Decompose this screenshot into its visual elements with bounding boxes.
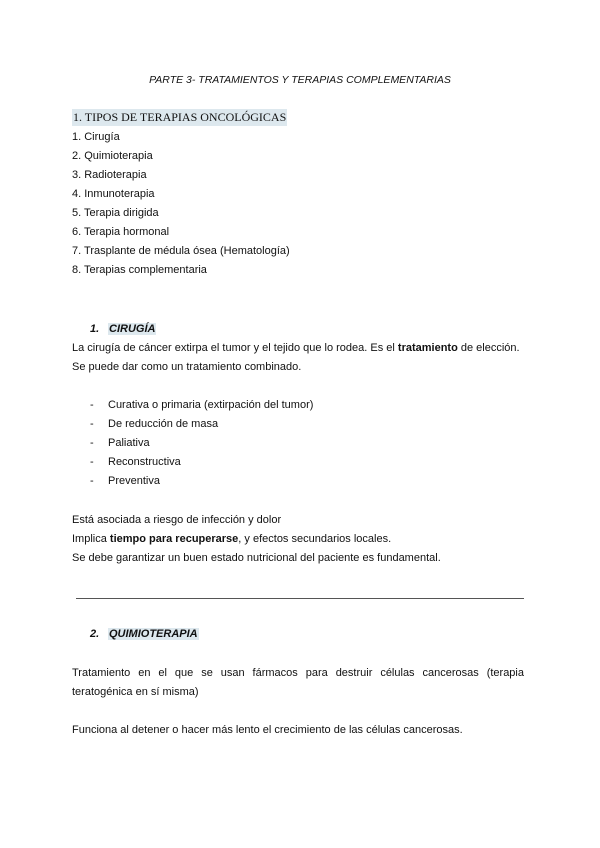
list-item: 7. Trasplante de médula ósea (Hematología) [72,245,290,257]
heading-number: 1. [90,323,100,335]
heading-number: 2. [90,628,100,640]
therapy-list [72,128,290,280]
quimioterapia-definition: Tratamiento en el que se usan fármacos para destruir células cancerosas (terapia teratogénica en sí misma) [72,667,524,698]
list-item: 5. Terapia dirigida [72,207,159,219]
list-item: - Reconstructiva [90,456,181,468]
list-item: 4. Inmunoterapia [72,188,155,200]
heading-title: QUIMIOTERAPIA [109,628,198,640]
bold-term: tratamiento [397,342,458,354]
heading-title: CIRUGÍA [109,323,156,335]
list-item: 8. Terapias complementaria [72,264,207,276]
divider [76,598,524,599]
list-item: 2. Quimioterapia [72,150,153,162]
list-item: - Paliativa [90,437,150,449]
heading-quimioterapia [72,627,199,642]
cirugia-note-risk: Está asociada a riesgo de infección y dolor [72,514,282,526]
cirugia-intro: La cirugía de cáncer extirpa el tumor y el tejido que lo rodea. Es el tratamiento de elección. [72,342,520,354]
cirugia-types-list [90,396,313,491]
cirugia-note-nutrition: Se debe garantizar un buen estado nutricional del paciente es fundamental. [72,552,441,564]
list-item: - Preventiva [90,475,160,487]
section-heading-tipos: 1. TIPOS DE TERAPIAS ONCOLÓGICAS [73,110,287,124]
part-title: PARTE 3- TRATAMIENTOS Y TERAPIAS COMPLEMENTARIAS [149,74,451,86]
bold-term: tiempo para recuperarse [109,533,239,545]
list-item: 6. Terapia hormonal [72,226,170,238]
quimioterapia-mechanism: Funciona al detener o hacer más lento el crecimiento de las células cancerosas. [72,724,463,736]
list-item: - Curativa o primaria (extirpación del tumor) [90,399,314,411]
heading-cirugia [72,322,156,337]
cirugia-note-recovery: Implica tiempo para recuperarse, y efectos secundarios locales. [72,533,392,545]
list-item: 3. Radioterapia [72,169,147,181]
list-item: 1. Cirugía [72,131,120,143]
list-item: - De reducción de masa [90,418,219,430]
cirugia-intro-line2: Se puede dar como un tratamiento combinado. [72,361,302,373]
